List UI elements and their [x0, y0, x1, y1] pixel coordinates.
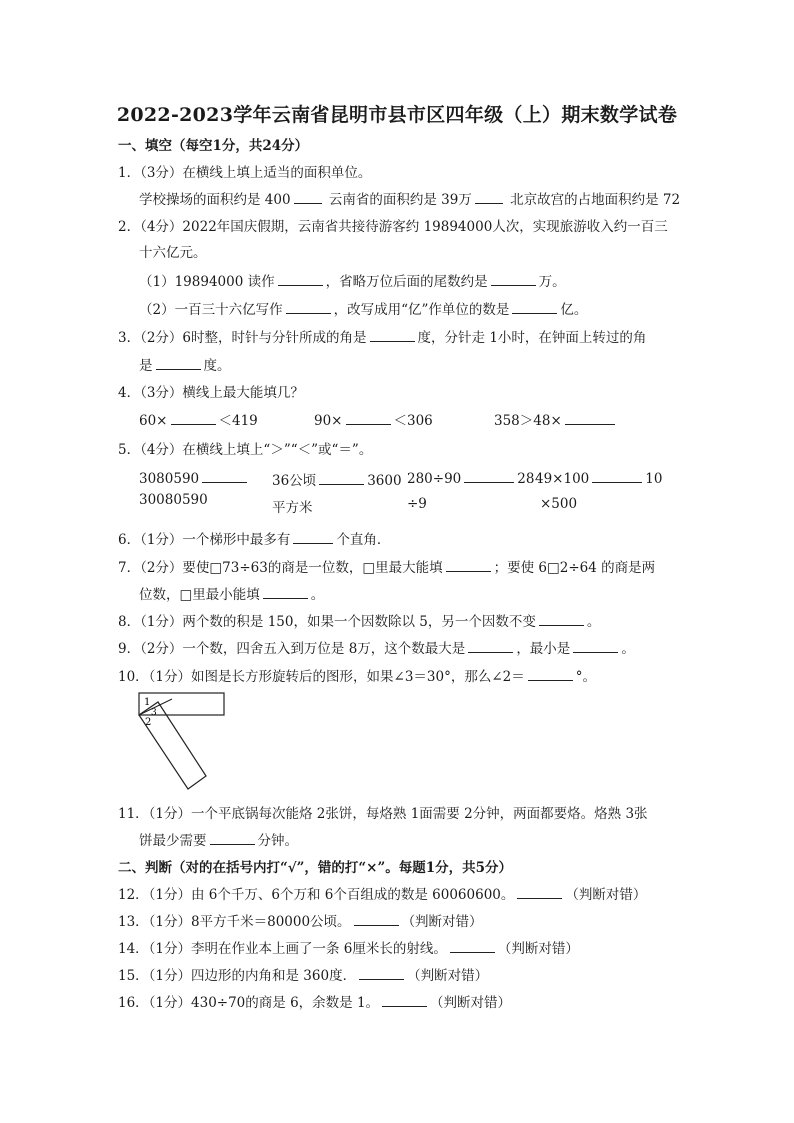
question-9-text-c: 。 — [621, 641, 635, 657]
question-4-a-left: 60× — [139, 413, 168, 429]
answer-blank[interactable] — [319, 471, 364, 485]
question-2-sub-2 — [139, 298, 587, 318]
cell-text: 36公顷 — [272, 473, 317, 489]
question-13 — [118, 910, 483, 930]
answer-blank[interactable] — [382, 993, 427, 1007]
answer-blank[interactable] — [210, 831, 255, 845]
question-9-text-b: ，最小是 — [516, 641, 571, 657]
question-2-line-1: 2．（4分）2022年国庆假期，云南省共接待游客约 19894000人次，实现旅游收入约一百三 — [118, 219, 668, 235]
exam-title: 2022-2023学年云南省昆明市县市区四年级（上）期末数学试卷 — [116, 104, 678, 126]
question-2-sub-2-text: （2）一百三十六亿写作 — [139, 302, 283, 318]
answer-blank[interactable] — [286, 300, 331, 314]
answer-blank[interactable] — [565, 411, 615, 425]
question-7-text-c: 位数，□里最小能填 — [139, 587, 260, 603]
answer-blank[interactable] — [517, 885, 562, 899]
question-9-text-a: 9．（2分）一个数，四舍五入到万位是 8万，这个数最大是 — [118, 641, 466, 657]
question-3-text-b: 度，分针走 1小时，在钟面上转过的角 — [417, 330, 647, 346]
question-text: 13．（1分）8平方千米＝80000公顷。 — [118, 914, 351, 930]
angle-label-2: 2 — [145, 717, 152, 728]
question-11-line-2 — [139, 829, 298, 849]
question-10-text-b: °。 — [575, 669, 596, 685]
question-4-b-left: 90× — [314, 413, 343, 429]
question-8-text-a: 8．（1分）两个数的积是 150，如果一个因数除以 5，另一个因数不变 — [118, 614, 536, 630]
question-5-cell-2-top — [272, 469, 402, 489]
question-5-cell-1-top — [139, 469, 250, 487]
answer-blank[interactable] — [359, 966, 404, 980]
section-fill-in-heading: 一、填空（每空1分，共24分） — [118, 138, 309, 154]
question-7-text-a: 7．（2分）要使□73÷63的商是一位数，□里最大能填 — [118, 560, 443, 576]
answer-blank[interactable] — [202, 469, 247, 483]
question-2-sub-1-text: （1）19894000 读作 — [139, 274, 275, 290]
question-5-cell-3-bottom: ÷9 — [407, 496, 427, 512]
question-11-text-b: 分钟。 — [257, 833, 298, 849]
question-4-stem: 4．（3分）横线上最大能填几？ — [118, 385, 304, 401]
question-2-sub-1-text-c: 万。 — [538, 274, 566, 290]
cell-text: 49×100 — [535, 471, 590, 487]
question-text: 16．（1分）430÷70的商是 6，余数是 1。 — [118, 995, 380, 1011]
answer-blank[interactable] — [278, 272, 323, 286]
question-2-sub-1-text-b: ，省略万位后面的尾数约是 — [325, 274, 488, 290]
answer-blank[interactable] — [450, 939, 495, 953]
question-3-text-c: 是 — [139, 358, 153, 374]
answer-blank[interactable] — [573, 639, 618, 653]
answer-blank[interactable] — [354, 912, 399, 926]
cell-text: 280÷90 — [407, 471, 462, 487]
question-3-text-a: 3．（2分）6时整，时针与分针所成的角是 — [118, 330, 367, 346]
question-12 — [118, 883, 646, 903]
rotated-rectangle-figure — [138, 690, 248, 795]
question-7-text-d: 。 — [310, 587, 325, 603]
question-text: 15．（1分）四边形的内角和是 360度． — [118, 968, 357, 984]
question-4-item-a — [139, 409, 258, 429]
answer-blank[interactable] — [592, 469, 642, 483]
question-4-c-left: 358＞48× — [494, 413, 562, 429]
answer-blank[interactable] — [446, 558, 491, 572]
question-2-sub-2-text-b: ，改写成用“亿”作单位的数是 — [333, 302, 510, 318]
question-1-item-c: 北京故宫的占地面积约是 72 — [510, 192, 681, 208]
question-5-cell-1-bottom: 30080590 — [139, 492, 208, 508]
question-5-cell-3-top — [407, 469, 534, 487]
answer-blank[interactable] — [171, 411, 216, 425]
answer-blank[interactable] — [475, 190, 503, 204]
question-15 — [118, 964, 488, 984]
question-6-text-b: 个直角． — [336, 532, 391, 548]
question-3-text-d: 度。 — [203, 358, 231, 374]
question-8-text-b: 。 — [586, 614, 601, 630]
question-11-text-a: 饼最少需要 — [139, 833, 207, 849]
question-4-item-b — [314, 409, 433, 429]
angle-label-1: 1 — [144, 697, 151, 708]
answer-blank[interactable] — [294, 190, 322, 204]
answer-blank[interactable] — [464, 469, 514, 483]
question-text: 12．（1分）由 6个千万、6个万和 6个百组成的数是 60060600。 — [118, 887, 515, 903]
question-4-b-right: ＜306 — [393, 413, 433, 429]
question-5-cell-4-top — [535, 469, 662, 487]
question-2-sub-1 — [139, 270, 566, 290]
question-7-line-1 — [118, 556, 655, 576]
question-3-line-1 — [118, 326, 646, 346]
cell-text: 28 — [517, 471, 535, 487]
question-tail: （判断对错） — [401, 914, 483, 930]
answer-blank[interactable] — [468, 639, 513, 653]
question-5-cell-2-bottom: 平方米 — [272, 500, 313, 516]
question-1-stem: 1．（3分）在横线上填上适当的面积单位。 — [118, 165, 372, 181]
answer-blank[interactable] — [491, 272, 536, 286]
question-1-items — [139, 188, 680, 208]
angle-label-3: 3 — [151, 708, 157, 718]
question-16 — [118, 991, 511, 1011]
question-text: 14．（1分）李明在作业本上画了一条 6厘米长的射线。 — [118, 941, 447, 957]
question-tail: （判断对错） — [565, 887, 647, 903]
answer-blank[interactable] — [263, 585, 308, 599]
answer-blank[interactable] — [539, 612, 584, 626]
answer-blank[interactable] — [370, 328, 415, 342]
question-8 — [118, 610, 600, 630]
question-3-line-2 — [139, 354, 231, 374]
question-4-a-right: ＜419 — [218, 413, 258, 429]
question-5-cell-4-bottom: ×500 — [540, 496, 578, 512]
question-6-text-a: 6．（1分）一个梯形中最多有 — [118, 532, 291, 548]
cell-text: 3600 — [367, 473, 402, 489]
question-tail: （判断对错） — [407, 968, 489, 984]
answer-blank[interactable] — [528, 667, 573, 681]
question-2-line-2: 十六亿元。 — [139, 245, 207, 261]
question-6 — [118, 528, 390, 548]
answer-blank[interactable] — [512, 300, 557, 314]
question-10-text-a: 10．（1分）如图是长方形旋转后的图形，如果∠3＝30°，那么∠2＝ — [118, 669, 525, 685]
question-4-item-c — [494, 409, 618, 429]
question-14 — [118, 937, 579, 957]
question-tail: （判断对错） — [497, 941, 579, 957]
section-judge-heading: 二、判断（对的在括号内打“√”，错的打“×”。每题1分，共5分） — [118, 860, 513, 876]
question-5-stem: 5．（4分）在横线上填上“＞”“＜”或“＝”。 — [118, 442, 373, 458]
question-10 — [118, 665, 596, 685]
cell-text: 3080590 — [139, 471, 200, 487]
question-7-text-b: ；要使 6□2÷64 的商是两 — [493, 560, 656, 576]
question-1-item-a: 学校操场的面积约是 400 — [139, 192, 291, 208]
answer-blank[interactable] — [293, 530, 333, 544]
answer-blank[interactable] — [346, 411, 391, 425]
question-9 — [118, 637, 635, 657]
cell-text: 10 — [645, 471, 663, 487]
question-tail: （判断对错） — [430, 995, 512, 1011]
answer-blank[interactable] — [156, 356, 201, 370]
question-1-item-b: 云南省的面积约是 39万 — [328, 192, 472, 208]
question-2-sub-2-text-c: 亿。 — [560, 302, 588, 318]
question-7-line-2 — [139, 583, 324, 603]
question-11-line-1: 11．（1分）一个平底锅每次能烙 2张饼，每烙熟 1面需要 2分钟，两面都要烙。烙熟 3张 — [118, 806, 648, 822]
